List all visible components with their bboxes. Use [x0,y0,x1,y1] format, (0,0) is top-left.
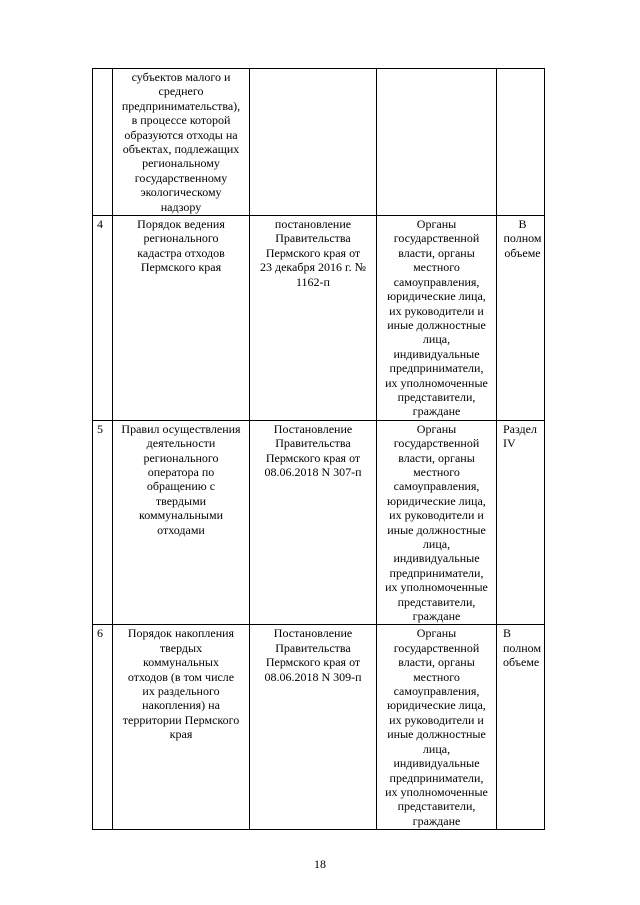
subjects-cell [377,69,497,216]
subjects-cell: Органы государственной власти, органы местного самоуправления, юридические лица, их руководители и иные должностные лица, индивидуальные предприниматели, их уполномоченные представители, граждане [377,216,497,421]
row-number: 5 [93,420,113,625]
legal-act-cell: Постановление Правительства Пермского края от 08.06.2018 N 307-п [250,420,377,625]
legal-act-cell: постановление Правительства Пермского края от 23 декабря 2016 г. № 1162-п [250,216,377,421]
row-number [93,69,113,216]
subjects-cell: Органы государственной власти, органы местного самоуправления, юридические лица, их руководители и иные должностные лица, индивидуальные предприниматели, их уполномоченные представители, граждане [377,625,497,830]
scope-cell [497,69,545,216]
table-row [93,216,545,421]
legal-act-cell: Постановление Правительства Пермского края от 08.06.2018 N 309-п [250,625,377,830]
table-row [93,69,545,216]
row-number: 4 [93,216,113,421]
scope-cell: В полном объеме [497,625,545,830]
row-number: 6 [93,625,113,830]
subjects-cell: Органы государственной власти, органы местного самоуправления, юридические лица, их руководители и иные должностные лица, индивидуальные предприниматели, их уполномоченные представители, граждане [377,420,497,625]
requirement-cell: Порядок накопления твердых коммунальных отходов (в том числе их раздельного накопления) на территории Пермского края [113,625,250,830]
table-row [93,420,545,625]
legal-act-cell [250,69,377,216]
page-number: 18 [314,857,326,871]
requirement-cell: Правил осуществления деятельности регионального оператора по обращению с твердыми коммунальными отходами [113,420,250,625]
table-row [93,625,545,830]
requirement-cell: субъектов малого и среднего предпринимательства), в процессе которой образуются отходы на объектах, подлежащих региональному государственному экологическому надзору [113,69,250,216]
scope-cell: В полном объеме [497,216,545,421]
scope-cell: Раздел IV [497,420,545,625]
requirement-cell: Порядок ведения регионального кадастра отходов Пермского края [113,216,250,421]
requirements-table [92,68,545,830]
